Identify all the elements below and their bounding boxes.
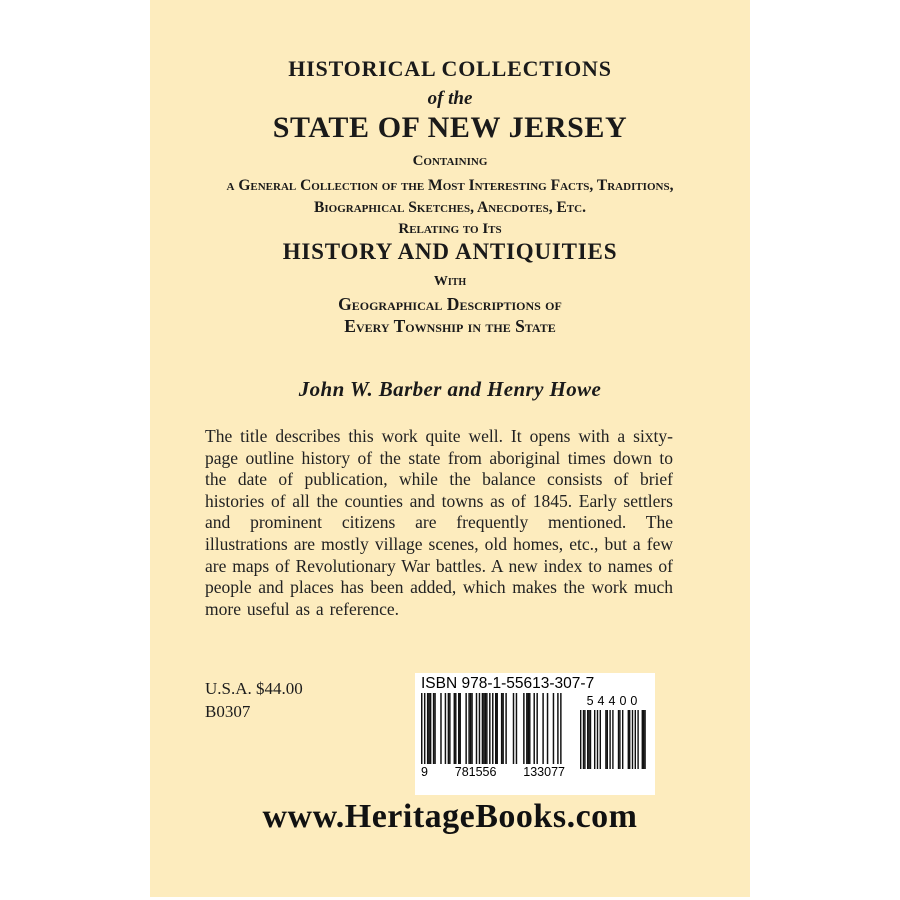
collection-line-2: Biographical Sketches, Anecdotes, Etc.: [314, 199, 586, 216]
barcode-panel: [415, 673, 655, 795]
supplement-digits: 54400: [586, 694, 642, 708]
price-block: [205, 677, 303, 723]
geo-line-2: Every Township in the State: [344, 316, 556, 336]
barcode-digits: [421, 764, 567, 779]
isbn-label: ISBN 978-1-55613-307-7: [421, 675, 595, 692]
website-url: www.HeritageBooks.com: [262, 798, 638, 835]
authors-line: John W. Barber and Henry Howe: [298, 377, 602, 401]
price-label: U.S.A. $44.00: [205, 679, 303, 698]
ean5-supplement-barcode: [580, 710, 646, 769]
series-title: HISTORICAL COLLECTIONS: [288, 56, 612, 81]
geo-line-1: Geographical Descriptions of: [338, 294, 562, 314]
barcode-digit-left: 9: [421, 765, 428, 779]
book-back-cover: [150, 0, 750, 897]
collection-line-1: a General Collection of the Most Interesting Facts, Traditions,: [226, 177, 674, 194]
barcode-digits-mid: 781556: [454, 765, 497, 779]
relating-label: Relating to Its: [398, 221, 502, 237]
history-title: HISTORY AND ANTIQUITIES: [282, 239, 618, 264]
with-label: With: [433, 274, 467, 289]
ean13-barcode: [421, 693, 567, 764]
barcode-digits-right: 133077: [523, 765, 565, 779]
main-title: STATE OF NEW JERSEY: [272, 111, 628, 144]
of-the-subtitle: of the: [427, 88, 473, 109]
description-paragraph: The title describes this work quite well. It opens with a sixty-page outline history of the state from aboriginal times down to the date of publication, while the balance consists of brief histories of all the counties and towns as of 1845. Early settlers and prominent citizens are frequently mentioned. The illustrations are mostly village scenes, old homes, etc., but a few are maps of Revolutionary War battles. A new index to names of people and places has been added, which makes the work much more useful as a reference.: [205, 426, 673, 619]
catalog-code: B0307: [205, 702, 251, 721]
containing-label: Containing: [412, 153, 488, 169]
